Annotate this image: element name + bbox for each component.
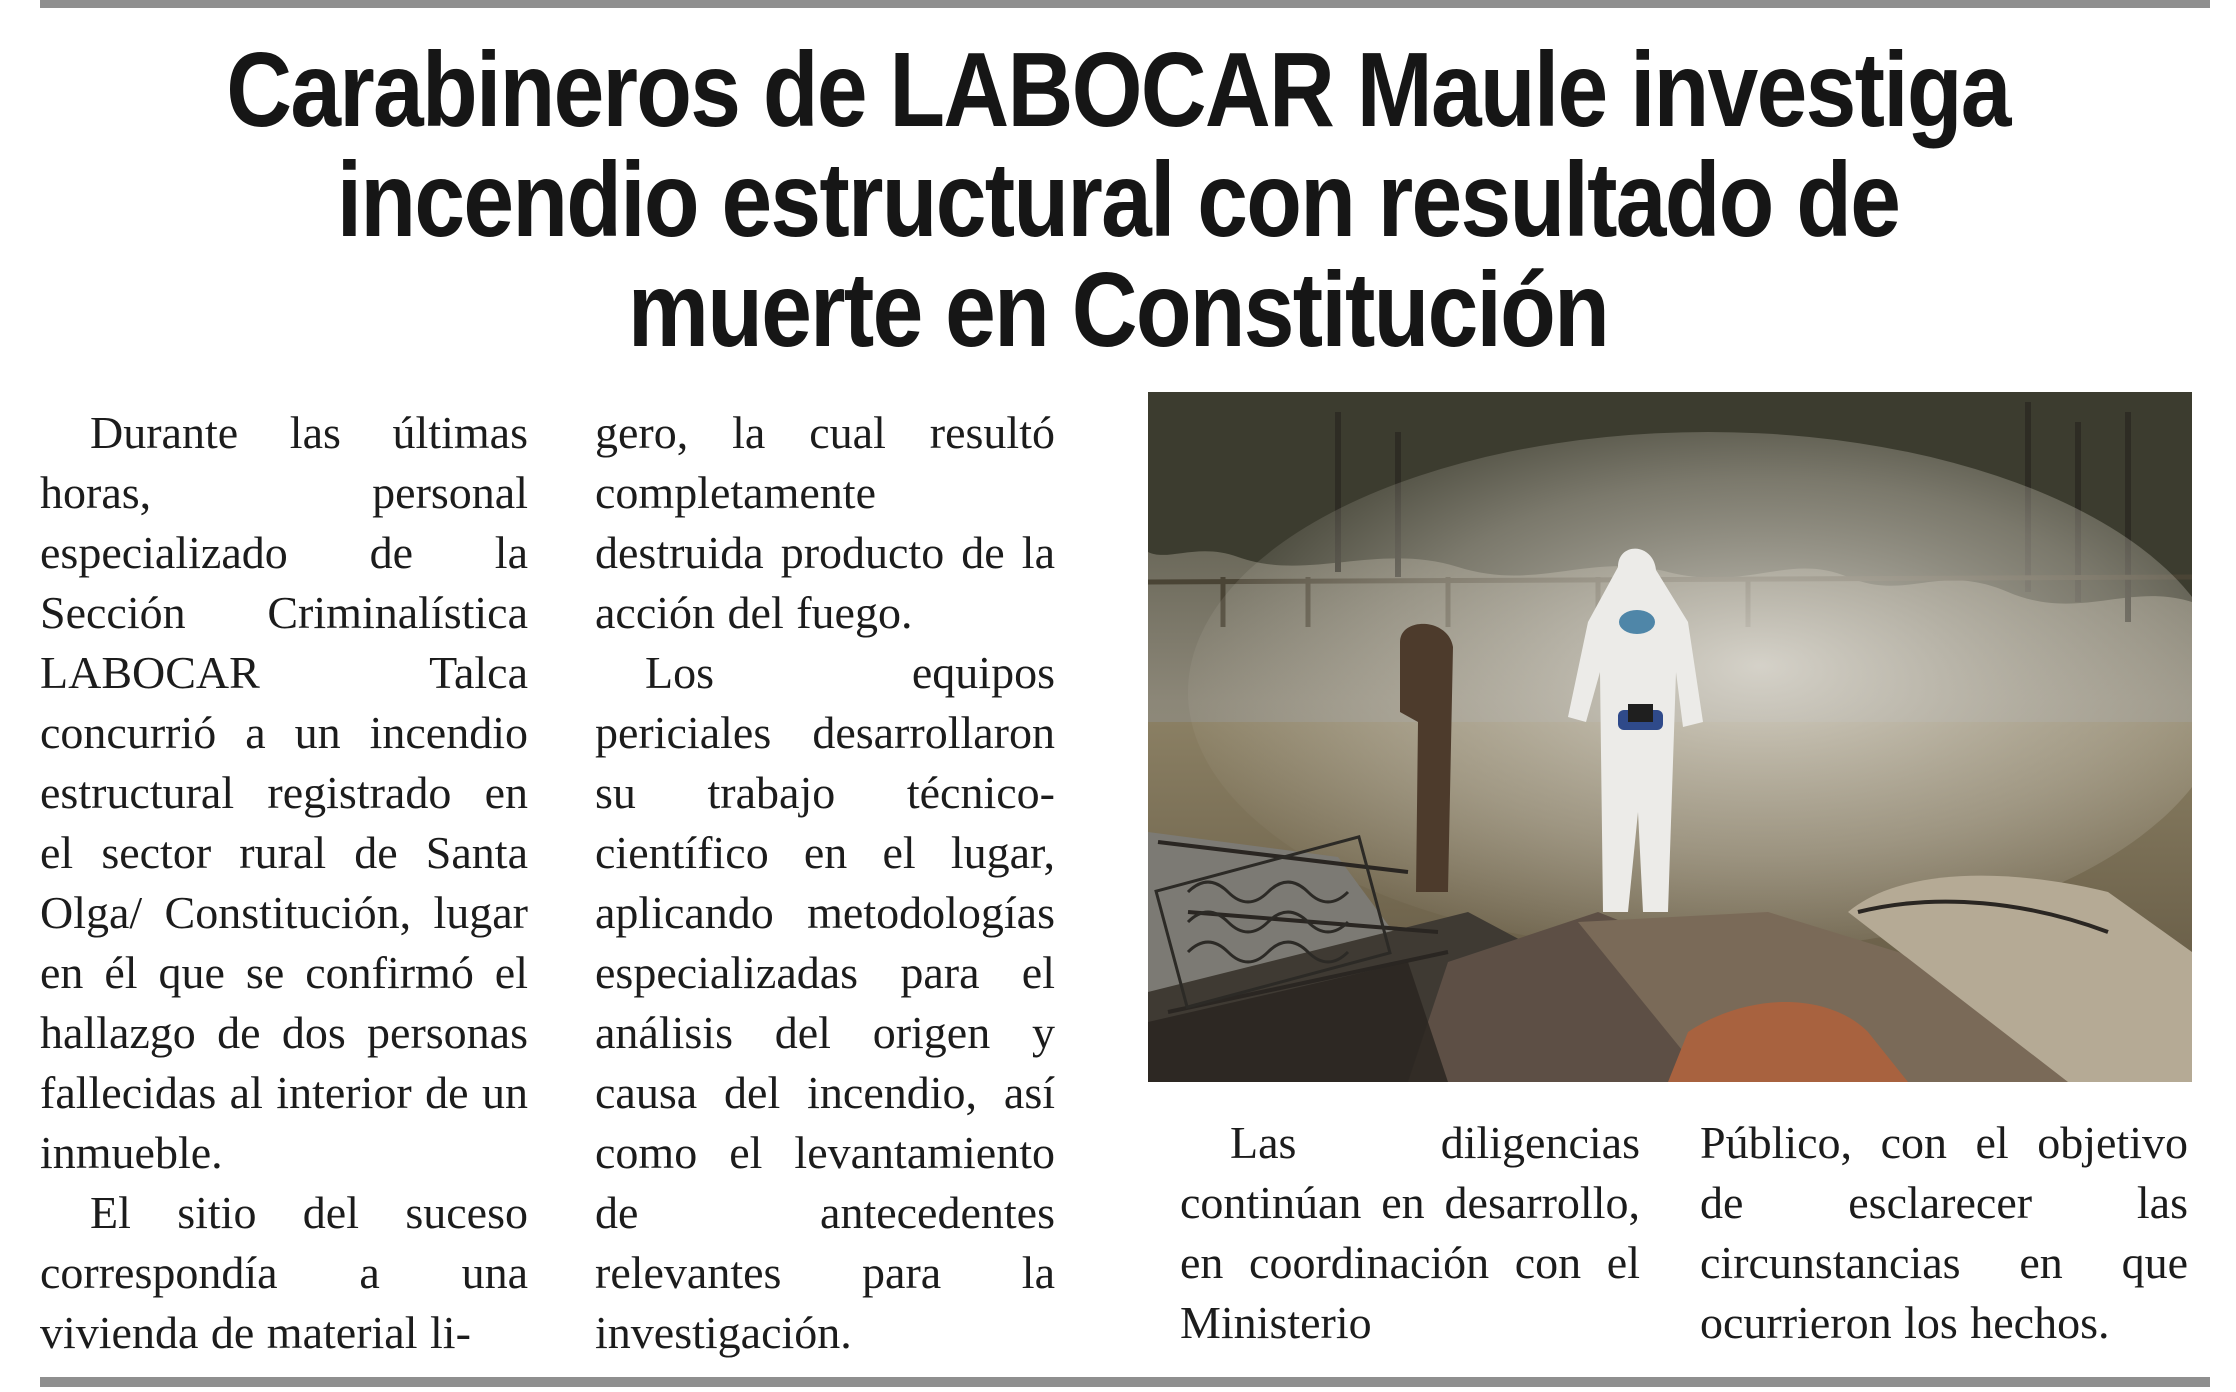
paragraph: El sitio del suceso correspondía a una vivienda de material li- [40,1187,528,1358]
bottom-rule [40,1377,2210,1387]
paragraph: Los equipos periciales desarrollaron su trabajo técnico-científico en el lugar, aplicando metodologías especializadas para el análisis del origen y causa del incendio, así como el levantamiento de antecedentes relevantes para la investigación. [595,647,1055,1358]
article-column-4 [1700,1113,2188,1353]
paragraph: Durante las últimas horas, personal especializado de la Sección Criminalística LABOCAR Talca concurrió a un incendio estructural registrado en el sector rural de Santa Olga/ Constitución, lugar en él que se confirmó el hallazgo de dos personas fallecidas al interior de un inmueble. [40,407,528,1178]
headline: Carabineros de LABOCAR Maule investiga incendio estructural con resultado de muerte en Constitución [226,31,2010,369]
top-rule [40,0,2210,8]
article-column-3 [1180,1113,1640,1353]
article-column-1 [40,403,528,1363]
paragraph: Las diligencias continúan en desarrollo, en coordinación con el Ministerio [1180,1117,1640,1348]
article-column-2 [595,403,1055,1363]
fire-scene-photo [1148,392,2192,1082]
paragraph-continued: gero, la cual resultó completamente destruida producto de la acción del fuego. [595,407,1055,638]
photo-illustration [1148,392,2192,1082]
paragraph-continued: Público, con el objetivo de esclarecer las circunstancias en que ocurrieron los hechos. [1700,1117,2188,1348]
